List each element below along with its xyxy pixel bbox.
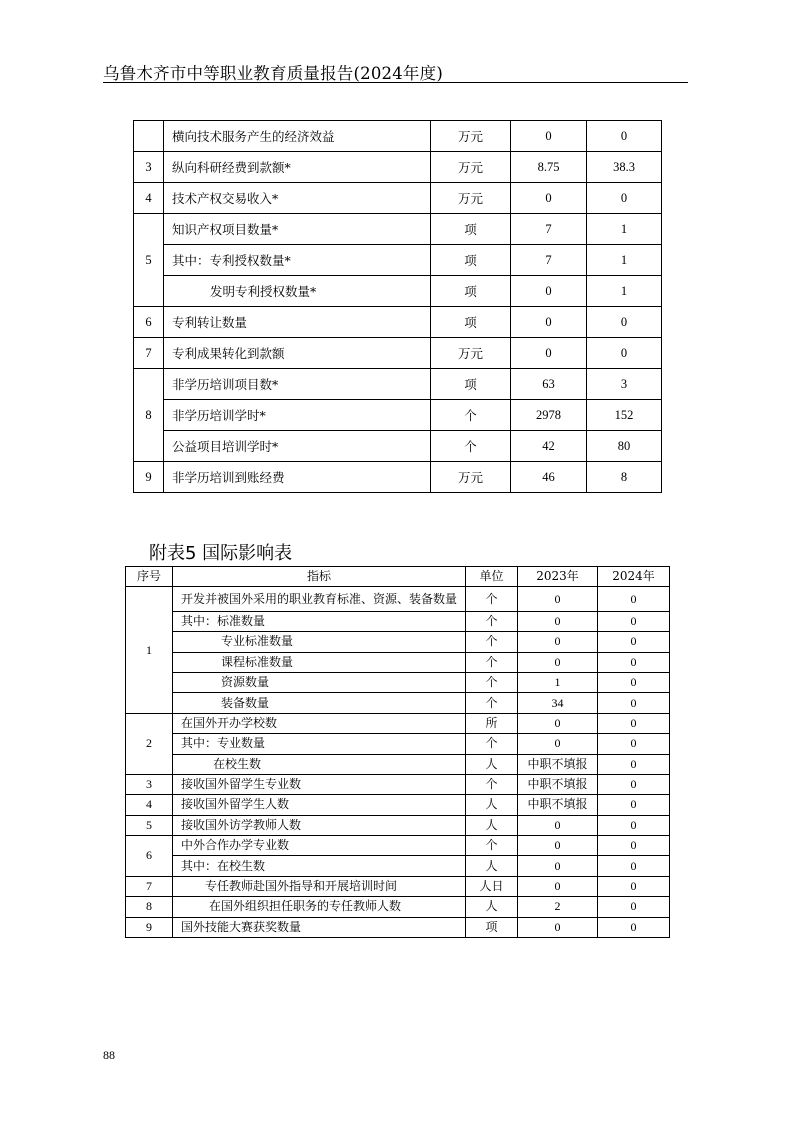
table-row (134, 431, 662, 462)
row-number-cell: 1 (126, 587, 173, 713)
table-row (126, 917, 670, 937)
unit-cell: 项 (431, 214, 511, 245)
value-2023-cell: 0 (518, 652, 598, 672)
page-number: 88 (103, 1048, 115, 1062)
unit-cell: 人 (466, 795, 518, 815)
value-2023-cell: 46 (511, 462, 587, 493)
indicator-cell: 其中：专利授权数量* (164, 245, 431, 276)
unit-cell: 人日 (466, 876, 518, 896)
indicator-cell: 非学历培训到账经费 (164, 462, 431, 493)
indicator-cell: 知识产权项目数量* (164, 214, 431, 245)
value-2024-cell: 0 (598, 917, 670, 937)
value-2023-cell: 42 (511, 431, 587, 462)
indicator-cell: 接收国外访学教师人数 (173, 815, 466, 835)
section-title: 附表5 国际影响表 (149, 543, 293, 564)
unit-cell: 个 (431, 431, 511, 462)
value-2023-cell: 0 (511, 338, 587, 369)
value-2023-cell: 8.75 (511, 152, 587, 183)
unit-cell: 万元 (431, 121, 511, 152)
indicator-cell: 资源数量 (173, 672, 466, 692)
value-2023-cell: 0 (511, 121, 587, 152)
value-2024-cell: 0 (598, 774, 670, 794)
value-2024-cell: 0 (598, 876, 670, 896)
value-2023-cell: 34 (518, 693, 598, 713)
unit-cell: 人 (466, 754, 518, 774)
indicator-cell: 开发并被国外采用的职业教育标准、资源、装备数量 (173, 587, 466, 611)
table-row (134, 276, 662, 307)
unit-cell: 个 (466, 652, 518, 672)
value-2024-cell: 1 (587, 214, 662, 245)
value-2023-cell: 63 (511, 369, 587, 400)
value-2023-cell: 0 (518, 836, 598, 856)
value-2024-cell: 8 (587, 462, 662, 493)
value-2023-cell: 0 (518, 876, 598, 896)
table-row (134, 214, 662, 245)
unit-cell: 万元 (431, 183, 511, 214)
value-2024-cell: 0 (598, 856, 670, 876)
table-row (126, 856, 670, 876)
header-2024: 2024年 (598, 567, 670, 587)
table-row (126, 876, 670, 896)
indicator-cell: 公益项目培训学时* (164, 431, 431, 462)
value-2024-cell: 0 (598, 652, 670, 672)
value-2023-cell: 0 (518, 856, 598, 876)
unit-cell: 个 (431, 400, 511, 431)
indicator-cell: 接收国外留学生人数 (173, 795, 466, 815)
row-number-cell: 8 (126, 897, 173, 917)
row-number-cell: 8 (134, 369, 164, 462)
value-2023-cell: 0 (511, 276, 587, 307)
value-2024-cell: 0 (598, 754, 670, 774)
value-2023-cell: 中职不填报 (518, 754, 598, 774)
value-2024-cell: 0 (587, 338, 662, 369)
header-divider (103, 82, 688, 83)
indicator-cell: 专任教师赴国外指导和开展培训时间 (173, 876, 466, 896)
international-influence-table (125, 566, 670, 938)
table-row (134, 183, 662, 214)
value-2024-cell: 0 (598, 815, 670, 835)
table-row (126, 897, 670, 917)
value-2023-cell: 1 (518, 672, 598, 692)
unit-cell: 万元 (431, 152, 511, 183)
row-number-cell: 9 (134, 462, 164, 493)
value-2023-cell: 0 (511, 307, 587, 338)
header-unit: 单位 (466, 567, 518, 587)
row-number-cell: 7 (126, 876, 173, 896)
row-number-cell: 9 (126, 917, 173, 937)
header-indicator: 指标 (173, 567, 466, 587)
unit-cell: 项 (431, 307, 511, 338)
unit-cell: 个 (466, 734, 518, 754)
unit-cell: 个 (466, 587, 518, 611)
value-2024-cell: 0 (598, 713, 670, 733)
table-row (134, 338, 662, 369)
indicator-cell: 接收国外留学生专业数 (173, 774, 466, 794)
table-header-row (126, 567, 670, 587)
indicator-cell: 专利成果转化到款额 (164, 338, 431, 369)
table-row (126, 734, 670, 754)
row-number-cell: 4 (126, 795, 173, 815)
table-row (126, 693, 670, 713)
value-2024-cell: 0 (598, 672, 670, 692)
row-number-cell: 4 (134, 183, 164, 214)
indicator-cell: 在校生数 (173, 754, 466, 774)
value-2023-cell: 0 (518, 713, 598, 733)
innovation-service-table (133, 120, 662, 493)
table-row (126, 754, 670, 774)
row-number-cell (134, 121, 164, 152)
indicator-cell: 纵向科研经费到款额* (164, 152, 431, 183)
row-number-cell: 3 (126, 774, 173, 794)
value-2024-cell: 0 (598, 587, 670, 611)
indicator-cell: 横向技术服务产生的经济效益 (164, 121, 431, 152)
row-number-cell: 3 (134, 152, 164, 183)
value-2024-cell: 80 (587, 431, 662, 462)
indicator-cell: 在国外开办学校数 (173, 713, 466, 733)
unit-cell: 所 (466, 713, 518, 733)
value-2024-cell: 0 (598, 693, 670, 713)
table-row (126, 611, 670, 631)
unit-cell: 个 (466, 672, 518, 692)
table-row (134, 121, 662, 152)
indicator-cell: 课程标准数量 (173, 652, 466, 672)
unit-cell: 项 (466, 917, 518, 937)
value-2023-cell: 0 (518, 917, 598, 937)
unit-cell: 人 (466, 815, 518, 835)
value-2023-cell: 0 (518, 734, 598, 754)
unit-cell: 个 (466, 836, 518, 856)
value-2024-cell: 152 (587, 400, 662, 431)
unit-cell: 万元 (431, 462, 511, 493)
unit-cell: 万元 (431, 338, 511, 369)
table-row (134, 307, 662, 338)
unit-cell: 个 (466, 632, 518, 652)
value-2023-cell: 7 (511, 245, 587, 276)
value-2024-cell: 0 (587, 121, 662, 152)
indicator-cell: 在国外组织担任职务的专任教师人数 (173, 897, 466, 917)
row-number-cell: 2 (126, 713, 173, 774)
indicator-cell: 非学历培训学时* (164, 400, 431, 431)
indicator-cell: 技术产权交易收入* (164, 183, 431, 214)
value-2023-cell: 0 (518, 587, 598, 611)
value-2023-cell: 中职不填报 (518, 774, 598, 794)
value-2023-cell: 0 (511, 183, 587, 214)
table-row (134, 462, 662, 493)
row-number-cell: 5 (134, 214, 164, 307)
table-row (126, 795, 670, 815)
value-2024-cell: 0 (598, 734, 670, 754)
value-2024-cell: 0 (598, 836, 670, 856)
row-number-cell: 7 (134, 338, 164, 369)
table-row (134, 152, 662, 183)
unit-cell: 个 (466, 693, 518, 713)
value-2024-cell: 1 (587, 245, 662, 276)
value-2024-cell: 0 (587, 307, 662, 338)
value-2023-cell: 中职不填报 (518, 795, 598, 815)
value-2023-cell: 0 (518, 611, 598, 631)
indicator-cell: 其中：标准数量 (173, 611, 466, 631)
table-row (126, 587, 670, 611)
value-2023-cell: 7 (511, 214, 587, 245)
table-row (126, 836, 670, 856)
value-2023-cell: 0 (518, 632, 598, 652)
indicator-cell: 国外技能大赛获奖数量 (173, 917, 466, 937)
value-2023-cell: 0 (518, 815, 598, 835)
unit-cell: 项 (431, 276, 511, 307)
unit-cell: 个 (466, 774, 518, 794)
value-2023-cell: 2978 (511, 400, 587, 431)
page-header-title: 乌鲁木齐市中等职业教育质量报告(2024年度) (103, 64, 443, 83)
indicator-cell: 专利转让数量 (164, 307, 431, 338)
header-no: 序号 (126, 567, 173, 587)
unit-cell: 项 (431, 369, 511, 400)
table-row (126, 815, 670, 835)
value-2024-cell: 0 (598, 897, 670, 917)
unit-cell: 个 (466, 611, 518, 631)
indicator-cell: 装备数量 (173, 693, 466, 713)
unit-cell: 人 (466, 897, 518, 917)
value-2024-cell: 0 (598, 611, 670, 631)
row-number-cell: 5 (126, 815, 173, 835)
row-number-cell: 6 (134, 307, 164, 338)
unit-cell: 人 (466, 856, 518, 876)
row-number-cell: 6 (126, 836, 173, 877)
value-2024-cell: 38.3 (587, 152, 662, 183)
value-2024-cell: 3 (587, 369, 662, 400)
table-row (126, 632, 670, 652)
table-row (134, 245, 662, 276)
value-2024-cell: 0 (598, 795, 670, 815)
indicator-cell: 非学历培训项目数* (164, 369, 431, 400)
value-2024-cell: 0 (598, 632, 670, 652)
table-row (126, 774, 670, 794)
unit-cell: 项 (431, 245, 511, 276)
indicator-cell: 专业标准数量 (173, 632, 466, 652)
value-2023-cell: 2 (518, 897, 598, 917)
header-2023: 2023年 (518, 567, 598, 587)
table-row (126, 672, 670, 692)
indicator-cell: 中外合作办学专业数 (173, 836, 466, 856)
table-row (126, 652, 670, 672)
table-row (134, 369, 662, 400)
indicator-cell: 其中：在校生数 (173, 856, 466, 876)
table-row (134, 400, 662, 431)
indicator-cell: 发明专利授权数量* (164, 276, 431, 307)
indicator-cell: 其中：专业数量 (173, 734, 466, 754)
value-2024-cell: 1 (587, 276, 662, 307)
table-row (126, 713, 670, 733)
value-2024-cell: 0 (587, 183, 662, 214)
